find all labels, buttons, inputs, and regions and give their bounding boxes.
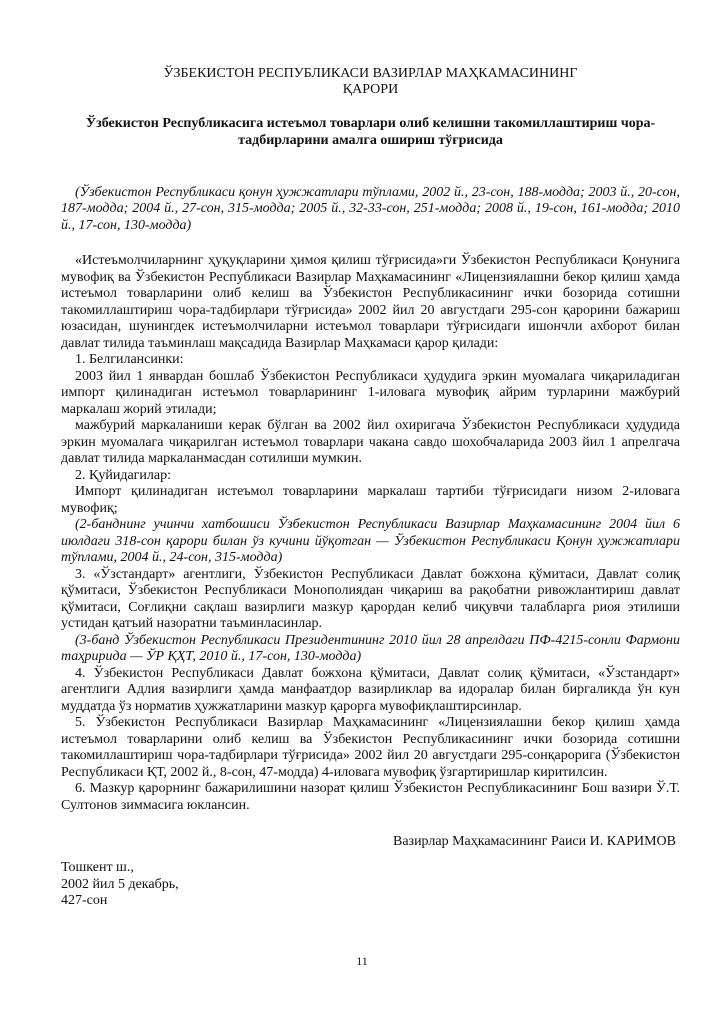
decree-subject [61, 116, 680, 149]
item-2-heading: 2. Қуйидагилар: [75, 467, 171, 483]
publication-history [61, 168, 680, 234]
place-city: Тошкент ш., [61, 860, 134, 875]
item-5-paragraph: 5. Ўзбекистон Республикаси Вазирлар Маҳкамасининг «Лицензиялашни бекор қилиш ҳамда истеъмол товарларини олиб келиш ва Ўзбекистон Республикасининг ички бозорида сотишни такомиллаштириш чора-тадбирлари тўғрисида» 2002 йил 20 августдаги 295-сонқарорига (Ўзбекистон Республикаси ҚТ, 2002 й., 8-сон, 47-модда) 4-иловага мувофиқ ўзгартиришлар киритилсин. [61, 715, 680, 780]
decree-number: 427-сон [61, 893, 108, 908]
decree-body [61, 253, 680, 814]
item-6-paragraph: 6. Мазкур қарорнинг бажарилишини назорат қилиш Ўзбекистон Республикасининг Бош вазири Ў.Т. Султонов зиммасига юклансин. [61, 781, 680, 813]
subject-line2: тадбирларини амалга ошириш тўғрисида [238, 132, 503, 148]
page-number: 11 [356, 954, 368, 968]
item-1-heading: 1. Белгилансинки: [75, 352, 184, 367]
item-1-clause-b: мажбурий маркаланиши керак бўлган ва 2002 йил охиригача Ўзбекистон Республикаси ҳудудида эркин муомалага чиқарилган истеъмол товарлари чакана савдо шохобчаларида 2003 йил 1 апрелгача давлат тилида маркаланмасдан сотилиши мумкин. [61, 418, 680, 466]
signature-line: Вазирлар Маҳкамасининг Раиси И. КАРИМОВ [392, 834, 676, 849]
item-4-paragraph: 4. Ўзбекистон Республикаси Давлат божхона қўмитаси, Давлат солиқ қўмитаси, «Ўзстандарт» агентлиги Адлия вазирлиги ҳамда манфаатдор вазирликлар ва идоралар билан биргаликда ўн кун муддатда ўз норматив ҳужжатларини мазкур қарорга мувофиқлаштирсинлар. [61, 665, 680, 714]
place-date: 2002 йил 5 декабрь, [61, 876, 179, 892]
place-and-date [61, 860, 680, 910]
item-2-clause-a: Импорт қилинадиган истеъмол товарларини маркалаш тартиби тўғрисидаги низом 2-иловага мувофиқ; [61, 484, 680, 516]
item-3-paragraph: 3. «Ўзстандарт» агентлиги, Ўзбекистон Республикаси Давлат божхона қўмитаси, Давлат солиқ қўмитаси, Ўзбекистон Республикаси Монополиядан чиқариш ва рақобатни ривожлантириш давлат қўмитаси, Соғлиқни сақлаш вазирлиги мазкур қарордан келиб чиқувчи талабларга риоя этилиши устидан қатъий назоратни таъминласинлар. [61, 566, 680, 631]
preamble-paragraph: «Истеъмолчиларнинг ҳуқуқларини ҳимоя қилиш тўғрисида»ги Ўзбекистон Республикаси Қонунига мувофиқ ва Ўзбекистон Республикаси Вазирлар Маҳкамасининг «Лицензиялашни бекор қилиш ҳамда истеъмол товарларини олиб келиш ва Ўзбекистон Республикасининг ички бозорида сотишни такомиллаштириш чора-тадбирлари тўғрисида» 2002 йил 20 августдаги 295-сон қарорини бажариш юзасидан, шунингдек истеъмолчиларни истеъмол товарлари тўғрисидаги ишончли ахборот билан давлат тилида таъминлаш мақсадида Вазирлар Маҳкамаси қарор қилади: [61, 253, 680, 351]
decree-heading-line1: ЎЗБЕКИСТОН РЕСПУБЛИКАСИ ВАЗИРЛАР МАҲКАМАСИНИНГ [163, 66, 578, 81]
subject-line1: Ўзбекистон Республикасига истеъмол товарлари олиб келишни такомиллаштириш чора- [85, 116, 656, 131]
item-1-clause-a: 2003 йил 1 январдан бошлаб Ўзбекистон Республикаси ҳудудига эркин муомалага чиқариладиган импорт қилинадиган истеъмол товарларининг 1-иловага мувофиқ айрим турларини мажбурий маркалаш жорий этилади; [61, 368, 680, 417]
item-3-amendment-note: (3-банд Ўзбекистон Республикаси Президентининг 2010 йил 28 апрелдаги ПФ-4215-сонли Фармони таҳририда — ЎР ҚҲТ, 2010 й., 17-сон, 130-модда) [61, 632, 680, 664]
decree-heading-line2: ҚАРОРИ [342, 82, 399, 97]
item-2-amendment-note: (2-банднинг учинчи хатбошиси Ўзбекистон Республикаси Вазирлар Маҳкамасининг 2004 йил 6 июлдаги 318-сон қарори билан ўз кучини йўқотган — Ўзбекистон Республикаси Қонун ҳужжатлари тўплами, 2004 й., 24-сон, 315-модда) [61, 517, 680, 565]
publication-history-text: (Ўзбекистон Республикаси қонун ҳужжатлари тўплами, 2002 й., 23-сон, 188-модда; 2003 й., 20-сон, 187-модда; 2004 й., 27-сон, 315-модда; 2005 й., 32-33-сон, 251-модда; 2008 й., 19-сон, 161-модда; 2010 й., 17-сон, 130-модда) [61, 184, 680, 233]
